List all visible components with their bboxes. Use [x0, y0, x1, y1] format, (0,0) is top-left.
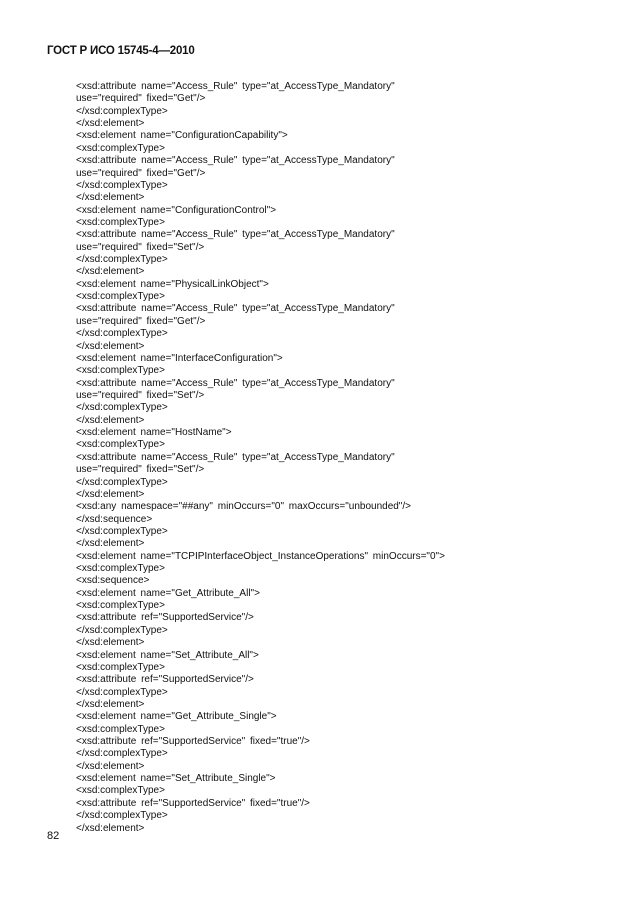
code-line: </xsd:complexType>: [76, 686, 168, 698]
code-line: </xsd:element>: [76, 538, 145, 550]
code-line: use="required" fixed="Get"/>: [76, 167, 206, 179]
code-line: <xsd:complexType>: [76, 723, 165, 735]
code-line: <xsd:complexType>: [76, 216, 165, 228]
code-line: <xsd:complexType>: [76, 785, 165, 797]
code-line: <xsd:element name="TCPIPInterfaceObject_InstanceOperations" minOccurs="0">: [76, 550, 445, 562]
code-line: </xsd:complexType>: [76, 105, 168, 117]
code-line: <xsd:element name="InterfaceConfiguration">: [76, 352, 283, 364]
code-line: </xsd:element>: [76, 340, 145, 352]
code-line: <xsd:complexType>: [76, 142, 165, 154]
code-line: use="required" fixed="Get"/>: [76, 93, 206, 105]
page-number: 82: [47, 830, 60, 842]
code-line: </xsd:complexType>: [76, 748, 168, 760]
code-line: use="required" fixed="Set"/>: [76, 389, 205, 401]
code-line: </xsd:complexType>: [76, 810, 168, 822]
code-line: </xsd:element>: [76, 192, 145, 204]
code-line: <xsd:complexType>: [76, 563, 165, 575]
code-line: </xsd:complexType>: [76, 624, 168, 636]
code-line: </xsd:element>: [76, 414, 145, 426]
code-line: <xsd:attribute name="Access_Rule" type="at_AccessType_Mandatory": [76, 155, 395, 167]
code-line: <xsd:complexType>: [76, 365, 165, 377]
code-line: </xsd:element>: [76, 118, 145, 130]
code-line: use="required" fixed="Set"/>: [76, 464, 205, 476]
code-line: <xsd:attribute name="Access_Rule" type="at_AccessType_Mandatory": [76, 303, 395, 315]
code-line: </xsd:complexType>: [76, 402, 168, 414]
code-line: <xsd:sequence>: [76, 575, 150, 587]
code-line: </xsd:complexType>: [76, 328, 168, 340]
code-line: <xsd:attribute name="Access_Rule" type="at_AccessType_Mandatory": [76, 229, 395, 241]
code-line: </xsd:complexType>: [76, 254, 168, 266]
code-line: </xsd:element>: [76, 266, 145, 278]
xsd-code-listing: [76, 81, 445, 835]
code-line: <xsd:attribute name="Access_Rule" type="at_AccessType_Mandatory": [76, 81, 395, 92]
code-line: </xsd:complexType>: [76, 525, 168, 537]
code-line: <xsd:element name="Set_Attribute_Single">: [76, 773, 276, 785]
code-line: <xsd:element name="HostName">: [76, 427, 232, 439]
code-line: <xsd:element name="ConfigurationCapability">: [76, 130, 288, 142]
code-line: <xsd:element name="Get_Attribute_Single">: [76, 711, 277, 723]
code-line: <xsd:attribute name="Access_Rule" type="at_AccessType_Mandatory": [76, 451, 395, 463]
code-line: <xsd:element name="ConfigurationControl">: [76, 204, 277, 216]
code-line: use="required" fixed="Set"/>: [76, 241, 205, 253]
code-line: </xsd:complexType>: [76, 476, 168, 488]
code-line: <xsd:element name="Get_Attribute_All">: [76, 587, 260, 599]
code-line: <xsd:any namespace="##any" minOccurs="0" maxOccurs="unbounded"/>: [76, 501, 411, 513]
code-line: <xsd:attribute name="Access_Rule" type="at_AccessType_Mandatory": [76, 377, 395, 389]
document-header: ГОСТ Р ИСО 15745-4—2010: [47, 45, 195, 57]
code-line: </xsd:element>: [76, 698, 145, 710]
code-line: <xsd:attribute ref="SupportedService" fixed="true"/>: [76, 736, 310, 748]
code-line: <xsd:element name="Set_Attribute_All">: [76, 649, 259, 661]
code-line: <xsd:element name="PhysicalLinkObject">: [76, 278, 269, 290]
code-line: </xsd:element>: [76, 488, 145, 500]
code-line: <xsd:complexType>: [76, 439, 165, 451]
code-line: </xsd:element>: [76, 637, 145, 649]
code-line: </xsd:element>: [76, 822, 145, 834]
code-line: </xsd:element>: [76, 760, 145, 772]
code-line: <xsd:complexType>: [76, 600, 165, 612]
code-line: <xsd:attribute ref="SupportedService"/>: [76, 612, 254, 624]
code-line: </xsd:complexType>: [76, 179, 168, 191]
code-line: use="required" fixed="Get"/>: [76, 315, 206, 327]
code-line: </xsd:sequence>: [76, 513, 153, 525]
code-line: <xsd:complexType>: [76, 291, 165, 303]
code-line: <xsd:attribute ref="SupportedService"/>: [76, 674, 254, 686]
code-line: <xsd:attribute ref="SupportedService" fixed="true"/>: [76, 797, 310, 809]
code-line: <xsd:complexType>: [76, 661, 165, 673]
